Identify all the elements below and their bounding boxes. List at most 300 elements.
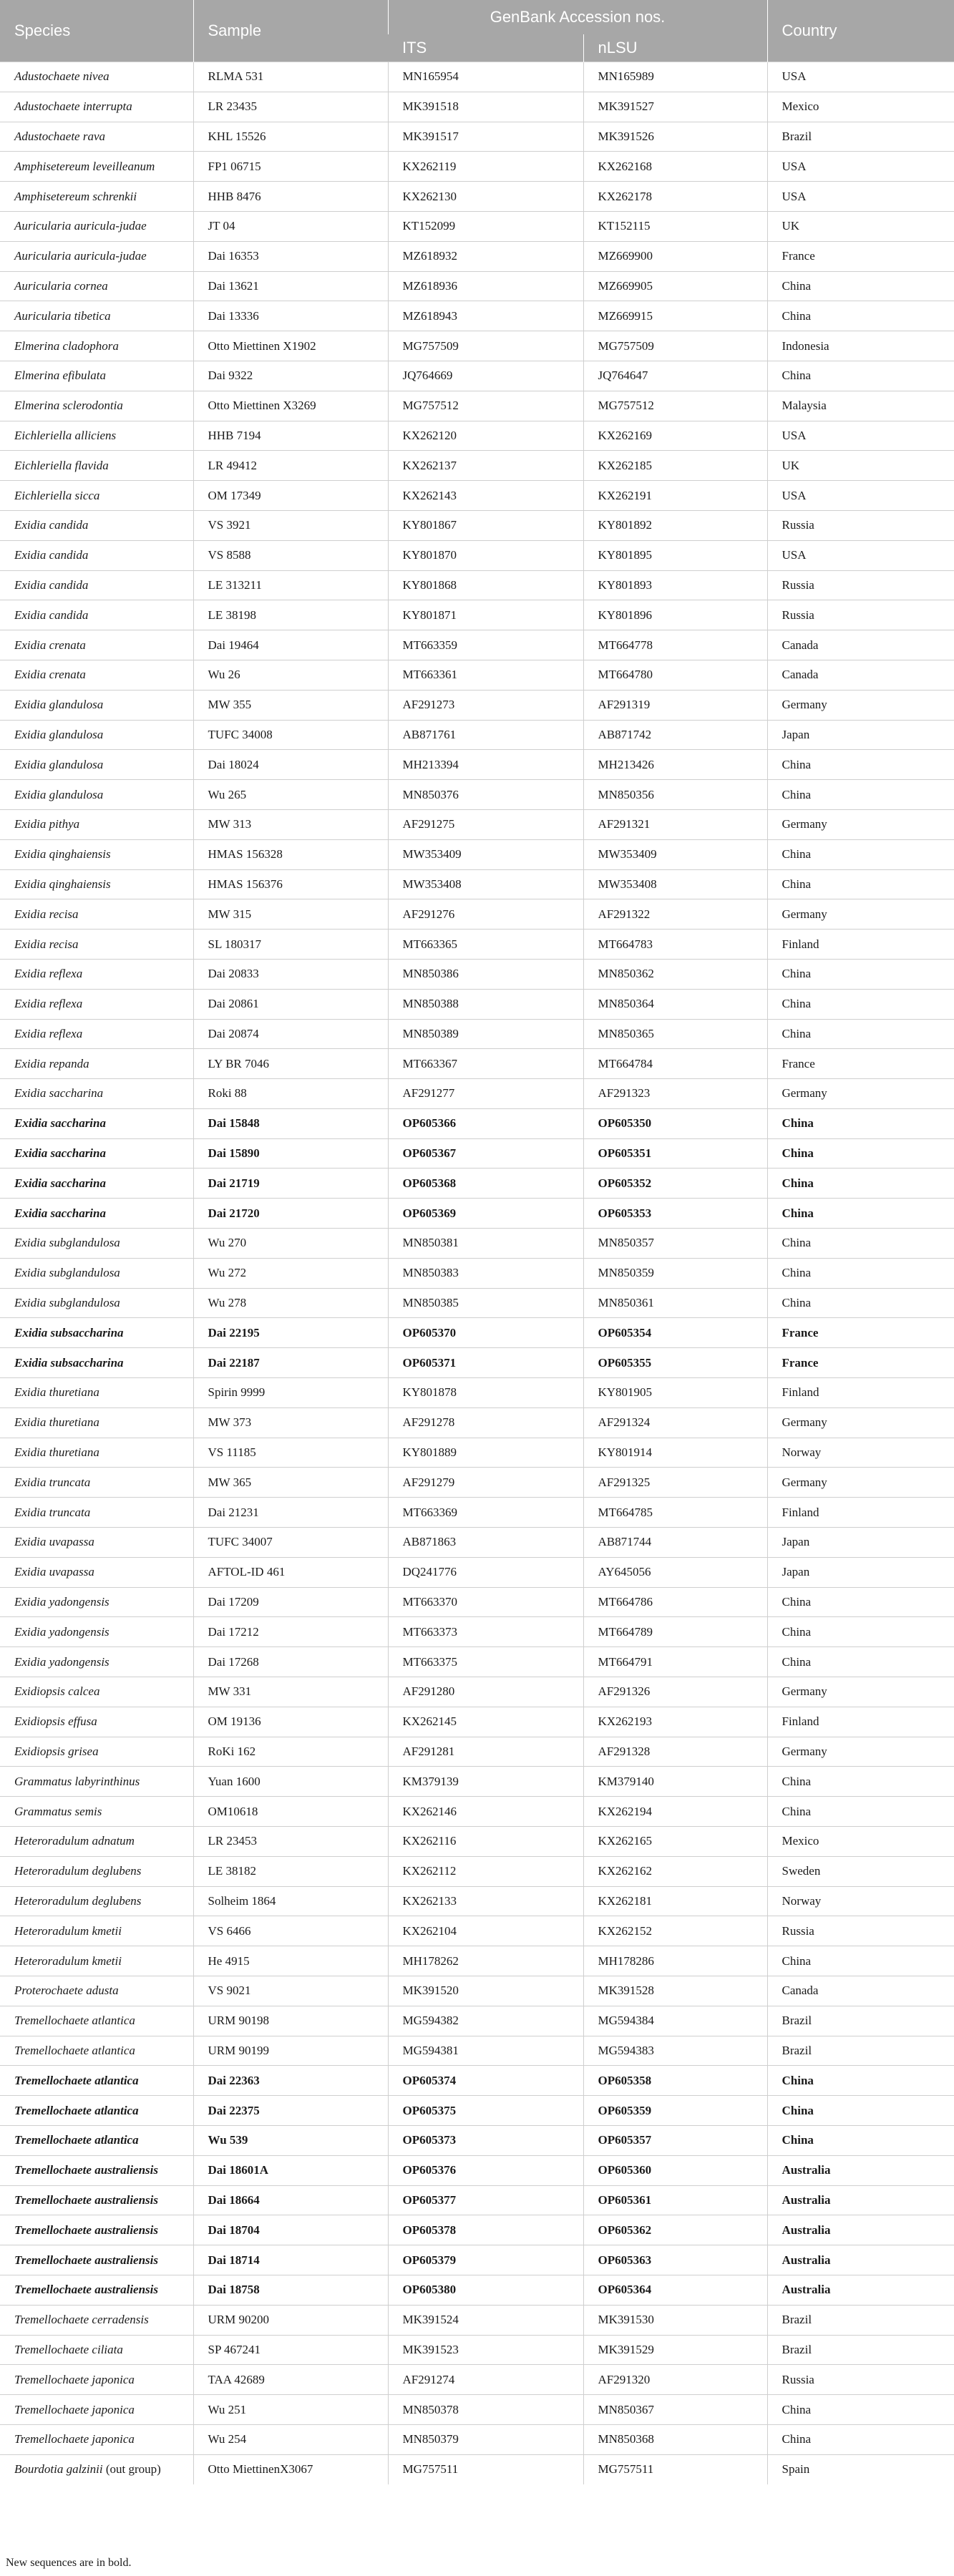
- cell-sample: MW 315: [193, 899, 388, 930]
- cell-species: [0, 2365, 193, 2395]
- cell-nlsu: MG757512: [583, 391, 767, 421]
- cell-nlsu: MW353408: [583, 869, 767, 899]
- cell-its: KM379139: [388, 1767, 583, 1797]
- cell-country: Russia: [767, 2365, 954, 2395]
- cell-country: Canada: [767, 1976, 954, 2006]
- table-row: [0, 481, 954, 511]
- cell-species: [0, 899, 193, 930]
- cell-species: [0, 1258, 193, 1288]
- header-sample: Sample: [193, 0, 388, 62]
- cell-country: UK: [767, 211, 954, 241]
- cell-sample: Dai 22375: [193, 2096, 388, 2126]
- cell-its: MT663370: [388, 1587, 583, 1617]
- cell-its: KT152099: [388, 211, 583, 241]
- cell-nlsu: MH178286: [583, 1946, 767, 1976]
- cell-nlsu: KX262178: [583, 182, 767, 212]
- cell-sample: He 4915: [193, 1946, 388, 1976]
- cell-its: KX262145: [388, 1707, 583, 1737]
- cell-nlsu: MN850362: [583, 959, 767, 989]
- header-species: Species: [0, 0, 193, 62]
- cell-country: France: [767, 241, 954, 271]
- cell-sample: VS 9021: [193, 1976, 388, 2006]
- cell-species: [0, 2395, 193, 2425]
- cell-its: OP605377: [388, 2185, 583, 2215]
- cell-its: MN850381: [388, 1229, 583, 1259]
- cell-species: [0, 1079, 193, 1109]
- cell-nlsu: OP605360: [583, 2155, 767, 2185]
- cell-sample: Otto MiettinenX3067: [193, 2454, 388, 2484]
- cell-country: China: [767, 1199, 954, 1229]
- cell-country: Mexico: [767, 1827, 954, 1857]
- species-name: Adustochaete nivea: [14, 69, 109, 84]
- cell-sample: LE 38198: [193, 600, 388, 630]
- table-row: [0, 182, 954, 212]
- species-name: Tremellochaete atlantica: [14, 2103, 139, 2117]
- species-name: Tremellochaete japonica: [14, 2432, 135, 2446]
- cell-sample: VS 8588: [193, 540, 388, 570]
- cell-country: Brazil: [767, 122, 954, 152]
- cell-country: Sweden: [767, 1856, 954, 1886]
- cell-species: [0, 241, 193, 271]
- cell-nlsu: MT664791: [583, 1647, 767, 1677]
- species-name: Exidia crenata: [14, 668, 86, 682]
- species-name: Tremellochaete australiensis: [14, 2283, 159, 2297]
- cell-its: MT663359: [388, 630, 583, 660]
- cell-sample: Wu 272: [193, 1258, 388, 1288]
- table-row: [0, 2424, 954, 2454]
- species-name: Exidia candida: [14, 577, 89, 592]
- cell-nlsu: OP605355: [583, 1348, 767, 1378]
- cell-country: Australia: [767, 2245, 954, 2275]
- cell-nlsu: MT664786: [583, 1587, 767, 1617]
- cell-sample: HMAS 156328: [193, 839, 388, 869]
- cell-its: MN165954: [388, 62, 583, 92]
- cell-country: Australia: [767, 2215, 954, 2245]
- cell-species: [0, 1407, 193, 1438]
- cell-nlsu: MK391529: [583, 2335, 767, 2365]
- cell-country: Australia: [767, 2275, 954, 2305]
- table-row: [0, 540, 954, 570]
- cell-nlsu: MN850365: [583, 1019, 767, 1049]
- cell-sample: Dai 22195: [193, 1318, 388, 1348]
- cell-species: [0, 122, 193, 152]
- species-name: Grammatus semis: [14, 1804, 102, 1818]
- cell-nlsu: KX262152: [583, 1916, 767, 1946]
- cell-species: [0, 2066, 193, 2096]
- table-row: [0, 241, 954, 271]
- cell-country: China: [767, 2424, 954, 2454]
- species-name: Exidia reflexa: [14, 1026, 83, 1040]
- cell-its: MW353408: [388, 869, 583, 899]
- cell-country: Canada: [767, 630, 954, 660]
- cell-its: AF291281: [388, 1737, 583, 1767]
- cell-sample: Dai 9322: [193, 361, 388, 391]
- cell-species: [0, 1498, 193, 1528]
- cell-species: [0, 570, 193, 600]
- cell-nlsu: KY801893: [583, 570, 767, 600]
- cell-sample: Dai 20861: [193, 989, 388, 1019]
- table-row: [0, 989, 954, 1019]
- cell-its: MN850376: [388, 780, 583, 810]
- table-row: [0, 1647, 954, 1677]
- cell-its: AF291279: [388, 1468, 583, 1498]
- cell-nlsu: OP605351: [583, 1138, 767, 1169]
- cell-species: [0, 989, 193, 1019]
- cell-country: Brazil: [767, 2006, 954, 2036]
- species-name: Exidia subglandulosa: [14, 1236, 120, 1250]
- cell-nlsu: OP605352: [583, 1169, 767, 1199]
- cell-its: MG594382: [388, 2006, 583, 2036]
- cell-country: Malaysia: [767, 391, 954, 421]
- species-name: Amphisetereum schrenkii: [14, 189, 137, 203]
- cell-sample: OM 17349: [193, 481, 388, 511]
- species-name: Exidiopsis grisea: [14, 1745, 99, 1759]
- species-name: Amphisetereum leveilleanum: [14, 159, 155, 173]
- table-row: [0, 1617, 954, 1647]
- cell-its: MG757509: [388, 331, 583, 361]
- cell-its: MT663365: [388, 930, 583, 960]
- cell-its: OP605367: [388, 1138, 583, 1169]
- cell-nlsu: AF291324: [583, 1407, 767, 1438]
- table-row: [0, 1737, 954, 1767]
- species-name: Exidia glandulosa: [14, 787, 104, 801]
- cell-country: Brazil: [767, 2036, 954, 2066]
- cell-its: KX262137: [388, 451, 583, 481]
- table-row: [0, 570, 954, 600]
- cell-country: China: [767, 1587, 954, 1617]
- cell-country: Germany: [767, 899, 954, 930]
- cell-sample: KHL 15526: [193, 122, 388, 152]
- cell-country: Finland: [767, 1378, 954, 1408]
- cell-species: [0, 301, 193, 331]
- cell-species: [0, 481, 193, 511]
- table-row: [0, 780, 954, 810]
- cell-country: China: [767, 2096, 954, 2126]
- species-name: Exidia yadongensis: [14, 1624, 109, 1639]
- cell-country: China: [767, 2066, 954, 2096]
- cell-nlsu: OP605358: [583, 2066, 767, 2096]
- table-row: [0, 62, 954, 92]
- cell-sample: RLMA 531: [193, 62, 388, 92]
- cell-sample: Dai 20833: [193, 959, 388, 989]
- cell-its: AF291277: [388, 1079, 583, 1109]
- table-row: [0, 1288, 954, 1318]
- cell-nlsu: AF291320: [583, 2365, 767, 2395]
- cell-nlsu: MN850364: [583, 989, 767, 1019]
- cell-its: KX262143: [388, 481, 583, 511]
- table-row: [0, 1916, 954, 1946]
- table-row: [0, 899, 954, 930]
- cell-nlsu: MH213426: [583, 750, 767, 780]
- cell-sample: LY BR 7046: [193, 1049, 388, 1079]
- cell-nlsu: MT664783: [583, 930, 767, 960]
- cell-nlsu: OP605353: [583, 1199, 767, 1229]
- cell-nlsu: MG594384: [583, 2006, 767, 2036]
- cell-nlsu: OP605363: [583, 2245, 767, 2275]
- cell-sample: AFTOL-ID 461: [193, 1557, 388, 1587]
- species-name: Bourdotia galzinii: [14, 2462, 103, 2477]
- cell-country: China: [767, 869, 954, 899]
- cell-nlsu: OP605350: [583, 1108, 767, 1138]
- cell-sample: Dai 21231: [193, 1498, 388, 1528]
- cell-nlsu: AF291323: [583, 1079, 767, 1109]
- table-row: [0, 391, 954, 421]
- species-name: Exidia yadongensis: [14, 1654, 109, 1669]
- cell-country: China: [767, 1108, 954, 1138]
- species-name: Exidiopsis calcea: [14, 1684, 100, 1699]
- cell-nlsu: KY801895: [583, 540, 767, 570]
- cell-sample: Dai 21719: [193, 1169, 388, 1199]
- cell-country: Australia: [767, 2185, 954, 2215]
- cell-sample: Dai 22187: [193, 1348, 388, 1378]
- cell-country: Germany: [767, 1737, 954, 1767]
- cell-country: Spain: [767, 2454, 954, 2484]
- species-name: Tremellochaete ciliata: [14, 2342, 123, 2356]
- table-row: [0, 720, 954, 750]
- cell-country: China: [767, 750, 954, 780]
- cell-nlsu: MN165989: [583, 62, 767, 92]
- cell-country: USA: [767, 62, 954, 92]
- cell-species: [0, 271, 193, 301]
- cell-its: OP605366: [388, 1108, 583, 1138]
- cell-its: MT663373: [388, 1617, 583, 1647]
- cell-country: China: [767, 1767, 954, 1797]
- species-name: Auricularia auricula-judae: [14, 249, 147, 263]
- cell-species: [0, 809, 193, 839]
- cell-its: MK391520: [388, 1976, 583, 2006]
- species-name: Exidia repanda: [14, 1056, 89, 1070]
- cell-its: KY801871: [388, 600, 583, 630]
- cell-nlsu: AF291328: [583, 1737, 767, 1767]
- species-name: Auricularia tibetica: [14, 308, 111, 323]
- cell-species: [0, 1348, 193, 1378]
- cell-its: OP605380: [388, 2275, 583, 2305]
- cell-nlsu: AB871742: [583, 720, 767, 750]
- cell-its: MN850379: [388, 2424, 583, 2454]
- species-name: Tremellochaete australiensis: [14, 2192, 159, 2207]
- table-row: [0, 271, 954, 301]
- cell-nlsu: KX262194: [583, 1797, 767, 1827]
- cell-species: [0, 1587, 193, 1617]
- cell-sample: URM 90199: [193, 2036, 388, 2066]
- cell-sample: Dai 18704: [193, 2215, 388, 2245]
- cell-nlsu: AF291325: [583, 1468, 767, 1498]
- cell-country: France: [767, 1348, 954, 1378]
- table-row: [0, 660, 954, 690]
- table-row: [0, 1498, 954, 1528]
- cell-nlsu: AY645056: [583, 1557, 767, 1587]
- cell-country: Japan: [767, 1557, 954, 1587]
- cell-its: OP605379: [388, 2245, 583, 2275]
- cell-sample: FP1 06715: [193, 152, 388, 182]
- cell-country: Finland: [767, 1707, 954, 1737]
- cell-nlsu: MZ669905: [583, 271, 767, 301]
- table-row: [0, 1258, 954, 1288]
- cell-species: [0, 839, 193, 869]
- cell-sample: VS 11185: [193, 1438, 388, 1468]
- cell-nlsu: OP605357: [583, 2125, 767, 2155]
- table-row: [0, 301, 954, 331]
- header-country: Country: [767, 0, 954, 62]
- cell-sample: MW 365: [193, 1468, 388, 1498]
- table-row: [0, 2036, 954, 2066]
- cell-species: [0, 660, 193, 690]
- cell-sample: Dai 16353: [193, 241, 388, 271]
- table-row: [0, 839, 954, 869]
- cell-species: [0, 2185, 193, 2215]
- cell-its: MK391523: [388, 2335, 583, 2365]
- species-name: Exidia qinghaiensis: [14, 847, 111, 862]
- species-name: Eichleriella sicca: [14, 488, 100, 502]
- cell-its: KY801878: [388, 1378, 583, 1408]
- cell-sample: SP 467241: [193, 2335, 388, 2365]
- table-row: [0, 1468, 954, 1498]
- cell-its: OP605373: [388, 2125, 583, 2155]
- cell-species: [0, 1856, 193, 1886]
- species-name: Adustochaete interrupta: [14, 99, 132, 114]
- cell-its: MN850378: [388, 2395, 583, 2425]
- cell-species: [0, 690, 193, 720]
- species-name: Exidia uvapassa: [14, 1565, 94, 1579]
- species-name: Exidia candida: [14, 518, 89, 532]
- cell-country: Russia: [767, 570, 954, 600]
- cell-sample: JT 04: [193, 211, 388, 241]
- cell-its: KX262130: [388, 182, 583, 212]
- cell-nlsu: KX262191: [583, 481, 767, 511]
- cell-its: MK391517: [388, 122, 583, 152]
- cell-country: Germany: [767, 690, 954, 720]
- table-row: [0, 1707, 954, 1737]
- cell-sample: HMAS 156376: [193, 869, 388, 899]
- cell-species: [0, 1528, 193, 1558]
- cell-species: [0, 421, 193, 451]
- cell-its: AF291280: [388, 1677, 583, 1707]
- cell-country: USA: [767, 540, 954, 570]
- cell-species: [0, 600, 193, 630]
- cell-country: Germany: [767, 1079, 954, 1109]
- cell-sample: Dai 18024: [193, 750, 388, 780]
- table-row: [0, 1019, 954, 1049]
- cell-country: China: [767, 839, 954, 869]
- species-name: Tremellochaete australiensis: [14, 2253, 159, 2267]
- species-name: Auricularia auricula-judae: [14, 219, 147, 233]
- cell-country: Norway: [767, 1438, 954, 1468]
- species-name: Exidia reflexa: [14, 997, 83, 1011]
- table-row: [0, 2305, 954, 2335]
- cell-species: [0, 391, 193, 421]
- species-name: Exidia saccharina: [14, 1086, 104, 1101]
- cell-its: OP605378: [388, 2215, 583, 2245]
- cell-sample: TUFC 34008: [193, 720, 388, 750]
- cell-nlsu: OP605362: [583, 2215, 767, 2245]
- cell-country: Japan: [767, 720, 954, 750]
- cell-sample: Dai 17268: [193, 1647, 388, 1677]
- cell-nlsu: MG757509: [583, 331, 767, 361]
- cell-nlsu: MN850361: [583, 1288, 767, 1318]
- table-row: [0, 92, 954, 122]
- table-row: [0, 809, 954, 839]
- cell-nlsu: MN850359: [583, 1258, 767, 1288]
- cell-country: China: [767, 1169, 954, 1199]
- cell-country: China: [767, 1617, 954, 1647]
- cell-nlsu: MK391526: [583, 122, 767, 152]
- cell-sample: URM 90200: [193, 2305, 388, 2335]
- cell-nlsu: OP605359: [583, 2096, 767, 2126]
- cell-nlsu: KT152115: [583, 211, 767, 241]
- cell-its: MK391524: [388, 2305, 583, 2335]
- header-nlsu: nLSU: [583, 34, 767, 62]
- table-row: [0, 1049, 954, 1079]
- cell-sample: Yuan 1600: [193, 1767, 388, 1797]
- species-name: Exidia saccharina: [14, 1116, 106, 1131]
- table-row: [0, 2454, 954, 2484]
- cell-sample: Dai 18758: [193, 2275, 388, 2305]
- cell-sample: HHB 8476: [193, 182, 388, 212]
- cell-country: USA: [767, 182, 954, 212]
- species-name: Exidia truncata: [14, 1505, 91, 1519]
- cell-species: [0, 2424, 193, 2454]
- cell-species: [0, 331, 193, 361]
- cell-its: OP605371: [388, 1348, 583, 1378]
- cell-species: [0, 1049, 193, 1079]
- cell-species: [0, 869, 193, 899]
- cell-nlsu: MT664780: [583, 660, 767, 690]
- table-row: [0, 1886, 954, 1916]
- cell-country: China: [767, 301, 954, 331]
- species-name: Exidia subsaccharina: [14, 1325, 124, 1340]
- cell-country: USA: [767, 481, 954, 511]
- table-row: [0, 1587, 954, 1617]
- cell-nlsu: KY801896: [583, 600, 767, 630]
- cell-country: China: [767, 1946, 954, 1976]
- cell-sample: HHB 7194: [193, 421, 388, 451]
- cell-sample: Solheim 1864: [193, 1886, 388, 1916]
- cell-sample: LR 23435: [193, 92, 388, 122]
- cell-species: [0, 1169, 193, 1199]
- cell-nlsu: KX262165: [583, 1827, 767, 1857]
- cell-sample: SL 180317: [193, 930, 388, 960]
- cell-its: OP605369: [388, 1199, 583, 1229]
- cell-nlsu: AF291319: [583, 690, 767, 720]
- cell-sample: LE 313211: [193, 570, 388, 600]
- cell-its: AF291278: [388, 1407, 583, 1438]
- cell-nlsu: KX262162: [583, 1856, 767, 1886]
- cell-species: [0, 1647, 193, 1677]
- cell-species: [0, 959, 193, 989]
- cell-its: MN850385: [388, 1288, 583, 1318]
- cell-its: OP605376: [388, 2155, 583, 2185]
- header-genbank-accession: GenBank Accession nos.: [388, 0, 767, 34]
- cell-species: [0, 1438, 193, 1468]
- cell-its: MH178262: [388, 1946, 583, 1976]
- cell-nlsu: KX262193: [583, 1707, 767, 1737]
- cell-country: Germany: [767, 1677, 954, 1707]
- species-name: Heteroradulum kmetii: [14, 1953, 122, 1968]
- cell-country: Russia: [767, 1916, 954, 1946]
- cell-country: Norway: [767, 1886, 954, 1916]
- cell-its: MZ618936: [388, 271, 583, 301]
- cell-species: [0, 182, 193, 212]
- cell-nlsu: KY801914: [583, 1438, 767, 1468]
- table-row: [0, 630, 954, 660]
- cell-species: [0, 1797, 193, 1827]
- cell-sample: Wu 26: [193, 660, 388, 690]
- table-row: [0, 1199, 954, 1229]
- species-name: Exidiopsis effusa: [14, 1714, 97, 1729]
- cell-species: [0, 930, 193, 960]
- cell-its: MG594381: [388, 2036, 583, 2066]
- cell-sample: Wu 254: [193, 2424, 388, 2454]
